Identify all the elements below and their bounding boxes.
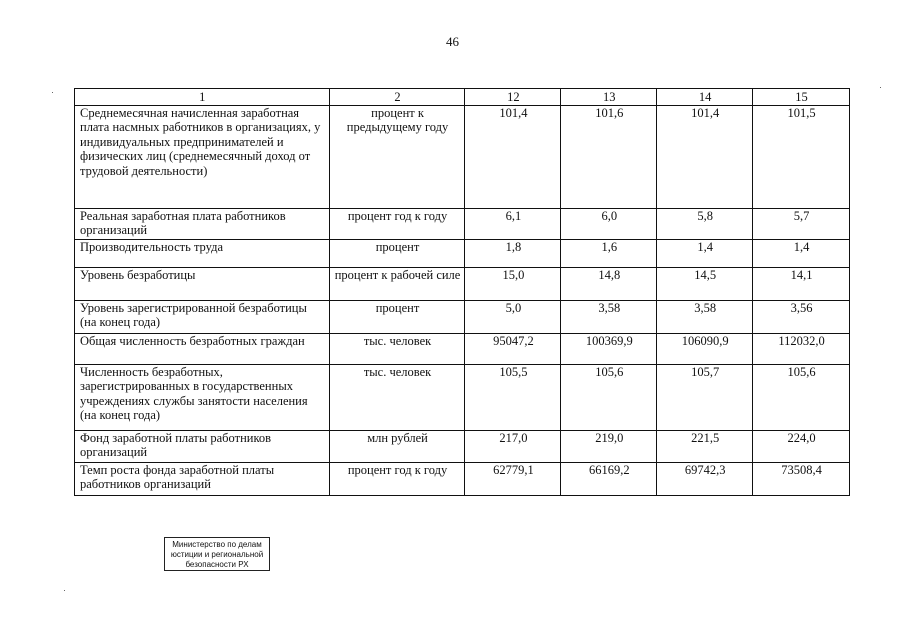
table-row	[75, 239, 850, 267]
stamp-line: Министерство по делам	[172, 540, 262, 549]
value-cell: 3,58	[561, 300, 657, 333]
scan-speck	[52, 92, 53, 93]
stamp-line: безопасности РХ	[185, 560, 249, 569]
value-cell: 101,4	[465, 105, 561, 208]
value-cell: 6,0	[561, 208, 657, 239]
column-header: 1	[75, 89, 330, 106]
value-cell: 69742,3	[657, 462, 753, 495]
column-header: 12	[465, 89, 561, 106]
indicator-cell: Среднемесячная начисленная заработная плата насмных работников в организациях, у индивидуальных предпринимателей и физических лиц (среднемесячный доход от трудовой деятельности)	[75, 105, 330, 208]
value-cell: 66169,2	[561, 462, 657, 495]
value-cell: 106090,9	[657, 333, 753, 364]
unit-cell: процент к рабочей силе	[329, 267, 465, 300]
value-cell: 14,5	[657, 267, 753, 300]
table-row	[75, 267, 850, 300]
unit-cell: процент	[329, 300, 465, 333]
value-cell: 101,6	[561, 105, 657, 208]
value-cell: 1,8	[465, 239, 561, 267]
column-header: 14	[657, 89, 753, 106]
scan-speck	[64, 590, 65, 591]
indicator-cell: Производительность труда	[75, 239, 330, 267]
unit-cell: процент год к году	[329, 208, 465, 239]
table-row	[75, 430, 850, 462]
table-row	[75, 364, 850, 430]
unit-cell: тыс. человек	[329, 364, 465, 430]
unit-cell: процент к предыдущему году	[329, 105, 465, 208]
page-number: 46	[446, 34, 459, 49]
scan-speck	[880, 87, 881, 88]
stamp-line: юстиции и региональной	[170, 550, 264, 559]
indicators-table	[74, 88, 850, 496]
value-cell: 15,0	[465, 267, 561, 300]
value-cell: 221,5	[657, 430, 753, 462]
value-cell: 1,4	[753, 239, 850, 267]
value-cell: 112032,0	[753, 333, 850, 364]
indicator-cell: Темп роста фонда заработной платы работников организаций	[75, 462, 330, 495]
unit-cell: млн рублей	[329, 430, 465, 462]
indicator-cell: Уровень зарегистрированной безработицы (на конец года)	[75, 300, 330, 333]
table-row	[75, 300, 850, 333]
value-cell: 224,0	[753, 430, 850, 462]
value-cell: 105,5	[465, 364, 561, 430]
value-cell: 3,56	[753, 300, 850, 333]
value-cell: 101,5	[753, 105, 850, 208]
value-cell: 1,6	[561, 239, 657, 267]
table-row	[75, 208, 850, 239]
indicator-cell: Реальная заработная плата работников организаций	[75, 208, 330, 239]
value-cell: 14,8	[561, 267, 657, 300]
column-header: 13	[561, 89, 657, 106]
value-cell: 105,7	[657, 364, 753, 430]
value-cell: 100369,9	[561, 333, 657, 364]
table-header-row	[75, 89, 850, 106]
indicator-cell: Численность безработных, зарегистрированных в государственных учреждениях службы занятости населения (на конец года)	[75, 364, 330, 430]
value-cell: 6,1	[465, 208, 561, 239]
table-row	[75, 462, 850, 495]
value-cell: 101,4	[657, 105, 753, 208]
value-cell: 14,1	[753, 267, 850, 300]
table-row	[75, 105, 850, 208]
indicator-cell: Уровень безработицы	[75, 267, 330, 300]
value-cell: 219,0	[561, 430, 657, 462]
table-row	[75, 333, 850, 364]
value-cell: 1,4	[657, 239, 753, 267]
value-cell: 105,6	[753, 364, 850, 430]
unit-cell: тыс. человек	[329, 333, 465, 364]
value-cell: 105,6	[561, 364, 657, 430]
value-cell: 73508,4	[753, 462, 850, 495]
value-cell: 95047,2	[465, 333, 561, 364]
value-cell: 217,0	[465, 430, 561, 462]
column-header: 2	[329, 89, 465, 106]
value-cell: 5,7	[753, 208, 850, 239]
column-header: 15	[753, 89, 850, 106]
indicator-cell: Фонд заработной платы работников организаций	[75, 430, 330, 462]
value-cell: 3,58	[657, 300, 753, 333]
unit-cell: процент год к году	[329, 462, 465, 495]
ministry-stamp	[164, 537, 270, 571]
value-cell: 62779,1	[465, 462, 561, 495]
value-cell: 5,0	[465, 300, 561, 333]
indicator-cell: Общая численность безработных граждан	[75, 333, 330, 364]
value-cell: 5,8	[657, 208, 753, 239]
unit-cell: процент	[329, 239, 465, 267]
